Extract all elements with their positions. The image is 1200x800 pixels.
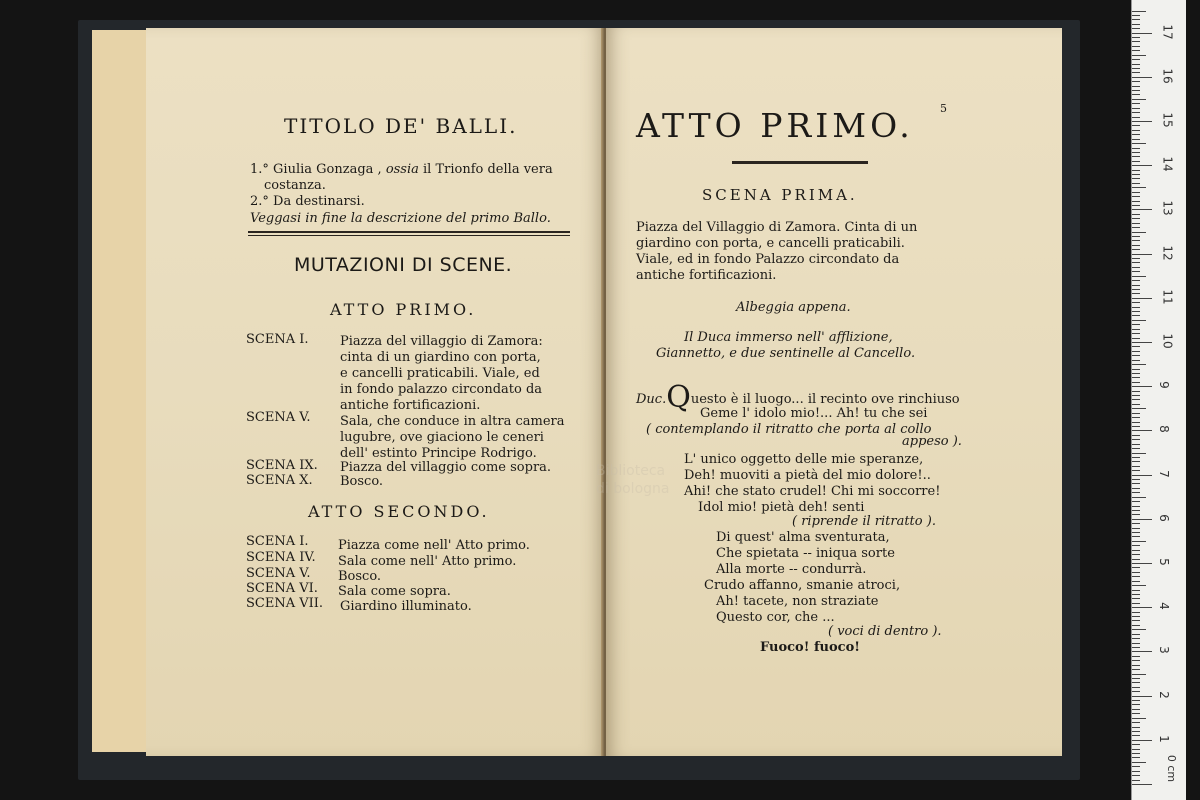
ruler-tick — [1132, 338, 1140, 339]
scene-line: dell' estinto Principe Rodrigo. — [340, 446, 537, 461]
verse-line: Crudo affanno, smanie atroci, — [704, 578, 901, 593]
ruler-tick — [1132, 19, 1140, 20]
ballo-1-num: 1.° — [250, 162, 269, 177]
watermark-line: Biblioteca — [596, 463, 666, 479]
drop-cap: Q — [666, 380, 691, 415]
ruler-tick — [1132, 572, 1140, 573]
ballo-1-pre: Giulia Gonzaga , — [268, 162, 386, 177]
scene-label: SCENA VI. — [246, 581, 318, 596]
verse-line: Deh! muoviti a pietà del mio dolore!.. — [684, 468, 931, 483]
ruler-tick — [1132, 634, 1140, 635]
ruler-tick — [1132, 386, 1152, 387]
ruler-tick — [1132, 722, 1140, 723]
ruler-tick — [1132, 704, 1140, 705]
ruler-number: 9 — [1156, 381, 1171, 390]
verse-line: Geme l' idolo mio!... Ah! tu che sei — [700, 406, 928, 421]
ruler-tick — [1132, 444, 1140, 445]
ruler-tick — [1132, 660, 1140, 661]
ruler-tick — [1132, 532, 1140, 533]
ruler-tick — [1132, 103, 1140, 104]
ruler-number: 17 — [1160, 23, 1175, 40]
ruler-number: 6 — [1156, 513, 1171, 522]
ruler-tick — [1132, 475, 1152, 476]
ruler-tick — [1132, 254, 1152, 255]
page-number: 5 — [940, 102, 947, 115]
ruler-tick — [1132, 669, 1140, 670]
ruler-tick — [1132, 439, 1140, 440]
ruler-tick — [1132, 271, 1140, 272]
measuring-ruler — [1131, 0, 1186, 800]
ruler-tick — [1132, 735, 1140, 736]
verse-line: L' unico oggetto delle mie speranze, — [684, 452, 924, 467]
ruler-tick — [1132, 674, 1146, 675]
right-page — [606, 28, 1062, 756]
left-rule-2 — [248, 235, 570, 236]
scene-line: Giardino illuminato. — [340, 599, 472, 614]
ruler-tick — [1132, 11, 1146, 12]
ruler-tick — [1132, 466, 1140, 467]
ruler-tick — [1132, 315, 1140, 316]
ruler-tick — [1132, 780, 1140, 781]
scene-line: antiche fortificazioni. — [340, 398, 481, 413]
speaker-label: Duc. — [636, 392, 667, 407]
ruler-tick — [1132, 130, 1140, 131]
scene-label: SCENA IX. — [246, 458, 318, 473]
ruler-tick — [1132, 342, 1152, 343]
ruler-tick — [1132, 373, 1140, 374]
ruler-tick — [1132, 678, 1140, 679]
scene-line: Bosco. — [340, 474, 384, 489]
ruler-tick — [1132, 183, 1140, 184]
ruler-tick — [1132, 33, 1152, 34]
scene-label: SCENA I. — [246, 332, 309, 347]
watermark — [596, 462, 669, 498]
ruler-tick — [1132, 399, 1140, 400]
ruler-tick — [1132, 276, 1146, 277]
ruler-tick — [1132, 307, 1140, 308]
ballo-1-cont: costanza. — [264, 178, 326, 193]
verse-line: Ahi! che stato crudel! Chi mi soccorre! — [684, 484, 941, 499]
ruler-tick — [1132, 453, 1146, 454]
act-title: ATTO PRIMO. — [636, 106, 914, 145]
ruler-tick — [1132, 72, 1140, 73]
ruler-tick — [1132, 691, 1140, 692]
ruler-tick — [1132, 55, 1146, 56]
ruler-tick — [1132, 50, 1140, 51]
ballo-2-text: Da destinarsi. — [268, 194, 365, 209]
ruler-tick — [1132, 435, 1140, 436]
ruler-tick — [1132, 598, 1140, 599]
ruler-tick — [1132, 713, 1140, 714]
ruler-tick — [1132, 28, 1140, 29]
ruler-tick — [1132, 483, 1140, 484]
ruler-tick — [1132, 519, 1152, 520]
ruler-tick — [1132, 488, 1140, 489]
ballo-1-ital: ossia — [385, 162, 419, 177]
ruler-tick — [1132, 590, 1140, 591]
ruler-tick — [1132, 267, 1140, 268]
scene-line: lugubre, ove giaciono le ceneri — [340, 430, 544, 445]
ruler-tick — [1132, 603, 1140, 604]
verse-line: Questo cor, che ... — [716, 610, 835, 625]
ruler-tick — [1132, 143, 1146, 144]
ruler-tick — [1132, 567, 1140, 568]
ruler-tick — [1132, 665, 1140, 666]
ruler-tick — [1132, 64, 1140, 65]
stage-direction: ( voci di dentro ). — [828, 624, 942, 639]
ruler-number: 3 — [1156, 646, 1171, 655]
scene-label: SCENA VII. — [246, 596, 324, 611]
ruler-tick — [1132, 236, 1140, 237]
scene-line: Sala come sopra. — [338, 584, 451, 599]
ruler-tick — [1132, 77, 1152, 78]
ruler-tick — [1132, 298, 1152, 299]
ruler-tick — [1132, 506, 1140, 507]
ruler-tick — [1132, 333, 1140, 334]
ruler-tick — [1132, 178, 1140, 179]
ruler-tick — [1132, 161, 1140, 162]
ruler-tick — [1132, 134, 1140, 135]
scene-label: SCENA V. — [246, 566, 311, 581]
ruler-tick — [1132, 545, 1140, 546]
ballo-1-post: il Trionfo della vera — [418, 162, 553, 177]
ruler-tick — [1132, 775, 1140, 776]
ruler-tick — [1132, 258, 1140, 259]
ruler-tick — [1132, 563, 1152, 564]
ruler-number: 16 — [1160, 68, 1175, 84]
ruler-tick — [1132, 192, 1140, 193]
ruler-tick — [1132, 209, 1152, 210]
ruler-tick — [1132, 771, 1140, 772]
ruler-tick — [1132, 422, 1140, 423]
stage-direction: ( contemplando il ritratto che porta al collo — [646, 422, 932, 437]
ruler-tick — [1132, 205, 1140, 206]
ruler-number: 12 — [1160, 244, 1175, 261]
ruler-tick — [1132, 187, 1146, 188]
ruler-tick — [1132, 302, 1140, 303]
ruler-tick — [1132, 757, 1140, 758]
verse-line: Ah! tacete, non straziate — [716, 594, 879, 609]
ruler-tick — [1132, 227, 1140, 228]
ruler-tick — [1132, 355, 1140, 356]
ruler-tick — [1132, 554, 1140, 555]
characters-line: Il Duca immerso nell' afflizione, — [684, 330, 893, 345]
ruler-tick — [1132, 696, 1152, 697]
ruler-tick — [1132, 612, 1140, 613]
ruler-tick — [1132, 404, 1140, 405]
ruler-number: 11 — [1160, 289, 1175, 305]
ruler-tick — [1132, 643, 1140, 644]
ruler-unit: 0 cm — [1165, 754, 1179, 783]
ruler-tick — [1132, 174, 1140, 175]
ruler-tick — [1132, 727, 1140, 728]
ruler-tick — [1132, 81, 1140, 82]
ruler-tick — [1132, 417, 1140, 418]
ruler-tick — [1132, 585, 1146, 586]
ruler-tick — [1132, 99, 1146, 100]
ruler-number: 1 — [1156, 734, 1171, 743]
ruler-tick — [1132, 382, 1140, 383]
ruler-tick — [1132, 510, 1140, 511]
ruler-tick — [1132, 470, 1140, 471]
ruler-tick — [1132, 369, 1140, 370]
watermark-line: di bologna — [596, 481, 670, 497]
ruler-number: 14 — [1160, 156, 1175, 172]
scene-line: in fondo palazzo circondato da — [340, 382, 543, 397]
ruler-number: 10 — [1160, 333, 1175, 349]
ruler-tick — [1132, 718, 1146, 719]
setting-line: Viale, ed in fondo Palazzo circondato da — [636, 252, 900, 267]
ruler-tick — [1132, 170, 1140, 171]
ballo-2-num: 2.° — [250, 194, 269, 209]
ruler-number: 15 — [1160, 112, 1175, 128]
verse-line: Che spietata -- iniqua sorte — [716, 546, 895, 561]
ruler-tick — [1132, 523, 1140, 524]
scene-line: Sala, che conduce in altra camera — [340, 414, 565, 429]
ruler-tick — [1132, 262, 1140, 263]
ruler-tick — [1132, 90, 1140, 91]
ballo-note: Veggasi in fine la descrizione del primo Ballo. — [250, 211, 551, 226]
ruler-tick — [1132, 320, 1146, 321]
setting-line: giardino con porta, e cancelli praticabili. — [636, 236, 905, 251]
ruler-tick — [1132, 749, 1140, 750]
ruler-tick — [1132, 196, 1140, 197]
ruler-tick — [1132, 536, 1140, 537]
ruler-tick — [1132, 94, 1140, 95]
scene-line: cinta di un giardino con porta, — [340, 350, 541, 365]
ruler-tick — [1132, 391, 1140, 392]
ruler-tick — [1132, 125, 1140, 126]
ruler-tick — [1132, 108, 1140, 109]
ruler-tick — [1132, 289, 1140, 290]
ruler-tick — [1132, 528, 1140, 529]
ruler-tick — [1132, 112, 1140, 113]
ruler-tick — [1132, 457, 1140, 458]
mutazioni-title: MUTAZIONI DI SCENE. — [294, 254, 513, 276]
scene-label: SCENA V. — [246, 410, 311, 425]
ballo-1 — [250, 162, 553, 177]
ruler-tick — [1132, 682, 1140, 683]
ruler-number: 2 — [1156, 690, 1171, 699]
left-page — [146, 28, 604, 756]
atto-primo-heading: ATTO PRIMO. — [330, 300, 477, 319]
ruler-tick — [1132, 46, 1140, 47]
first-line-text: uesto è il luogo... il recinto ove rinchiuso — [690, 392, 960, 407]
ruler-tick — [1132, 629, 1146, 630]
verse-line: Fuoco! fuoco! — [760, 640, 860, 655]
atto-secondo-heading: ATTO SECONDO. — [308, 502, 490, 521]
ruler-number: 5 — [1156, 558, 1171, 566]
ruler-tick — [1132, 377, 1140, 378]
balli-title: TITOLO DE' BALLI. — [284, 114, 518, 138]
ruler-tick — [1132, 430, 1152, 431]
ruler-tick — [1132, 351, 1140, 352]
verse-line: Alla morte -- condurrà. — [716, 562, 867, 577]
ruler-tick — [1132, 346, 1140, 347]
ruler-tick — [1132, 68, 1140, 69]
ruler-tick — [1132, 311, 1140, 312]
scene-line: Piazza del villaggio di Zamora: — [340, 334, 543, 349]
ruler-tick — [1132, 607, 1152, 608]
ruler-tick — [1132, 121, 1152, 122]
ruler-tick — [1132, 448, 1140, 449]
ruler-tick — [1132, 37, 1140, 38]
ruler-tick — [1132, 15, 1140, 16]
ruler-tick — [1132, 709, 1140, 710]
ruler-tick — [1132, 638, 1140, 639]
ballo-2 — [250, 194, 365, 209]
ruler-tick — [1132, 156, 1140, 157]
ruler-tick — [1132, 408, 1146, 409]
verse-line: Idol mio! pietà deh! senti — [698, 500, 865, 515]
ruler-tick — [1132, 766, 1140, 767]
scene-line: e cancelli praticabili. Viale, ed — [340, 366, 540, 381]
setting-line: Piazza del Villaggio di Zamora. Cinta di un — [636, 220, 918, 235]
characters-line: Giannetto, e due sentinelle al Cancello. — [656, 346, 916, 361]
verse-line: Di quest' alma sventurata, — [716, 530, 890, 545]
stage-direction: ( riprende il ritratto ). — [792, 514, 936, 529]
ruler-tick — [1132, 245, 1140, 246]
ruler-tick — [1132, 232, 1146, 233]
ruler-tick — [1132, 117, 1140, 118]
scene-label: SCENA I. — [246, 534, 309, 549]
ruler-tick — [1132, 41, 1140, 42]
ruler-tick — [1132, 280, 1140, 281]
ruler-tick — [1132, 324, 1140, 325]
ruler-tick — [1132, 364, 1146, 365]
scene-line: Piazza del villaggio come sopra. — [340, 460, 552, 475]
ruler-tick — [1132, 744, 1140, 745]
scene-line: Sala come nell' Atto primo. — [338, 554, 517, 569]
ruler-tick — [1132, 576, 1140, 577]
ruler-tick — [1132, 426, 1140, 427]
ruler-tick — [1132, 784, 1152, 785]
ruler-tick — [1132, 753, 1140, 754]
ruler-tick — [1132, 581, 1140, 582]
ruler-tick — [1132, 647, 1140, 648]
ruler-tick — [1132, 201, 1140, 202]
ruler-tick — [1132, 461, 1140, 462]
stage-time: Albeggia appena. — [736, 300, 851, 315]
ruler-tick — [1132, 249, 1140, 250]
ruler-number: 13 — [1160, 200, 1175, 217]
ruler-tick — [1132, 501, 1140, 502]
ruler-tick — [1132, 152, 1140, 153]
ruler-tick — [1132, 329, 1140, 330]
ruler-tick — [1132, 413, 1140, 414]
ruler-tick — [1132, 497, 1146, 498]
left-rule-1 — [248, 231, 570, 233]
ruler-tick — [1132, 687, 1140, 688]
ruler-tick — [1132, 731, 1140, 732]
stage-direction: appeso ). — [902, 434, 962, 449]
ruler-tick — [1132, 740, 1152, 741]
scene-label: SCENA IV. — [246, 550, 316, 565]
ruler-tick — [1132, 625, 1140, 626]
ruler-tick — [1132, 240, 1140, 241]
ruler-tick — [1132, 700, 1140, 701]
ruler-number: 8 — [1156, 425, 1171, 434]
scene-line: Piazza come nell' Atto primo. — [338, 538, 530, 553]
ruler-tick — [1132, 148, 1140, 149]
ruler-tick — [1132, 479, 1140, 480]
ruler-tick — [1132, 620, 1140, 621]
scena-heading: SCENA PRIMA. — [702, 186, 858, 204]
ruler-tick — [1132, 514, 1140, 515]
title-rule — [732, 161, 868, 164]
ruler-tick — [1132, 214, 1140, 215]
ruler-tick — [1132, 651, 1152, 652]
ruler-tick — [1132, 395, 1140, 396]
ruler-tick — [1132, 165, 1152, 166]
ruler-tick — [1132, 550, 1140, 551]
ruler-tick — [1132, 616, 1140, 617]
ruler-tick — [1132, 218, 1140, 219]
ruler-tick — [1132, 223, 1140, 224]
ruler-number: 4 — [1156, 602, 1171, 611]
ruler-tick — [1132, 24, 1140, 25]
ruler-tick — [1132, 762, 1146, 763]
ruler-tick — [1132, 594, 1140, 595]
ruler-tick — [1132, 656, 1140, 657]
scene-label: SCENA X. — [246, 473, 313, 488]
ruler-tick — [1132, 86, 1140, 87]
ruler-tick — [1132, 139, 1140, 140]
ruler-tick — [1132, 559, 1140, 560]
setting-line: antiche fortificazioni. — [636, 268, 777, 283]
ruler-tick — [1132, 360, 1140, 361]
ruler-tick — [1132, 59, 1140, 60]
ruler-tick — [1132, 541, 1146, 542]
scene-line: Bosco. — [338, 569, 382, 584]
ruler-tick — [1132, 492, 1140, 493]
ruler-tick — [1132, 293, 1140, 294]
ruler-tick — [1132, 285, 1140, 286]
ruler-number: 7 — [1156, 469, 1171, 478]
